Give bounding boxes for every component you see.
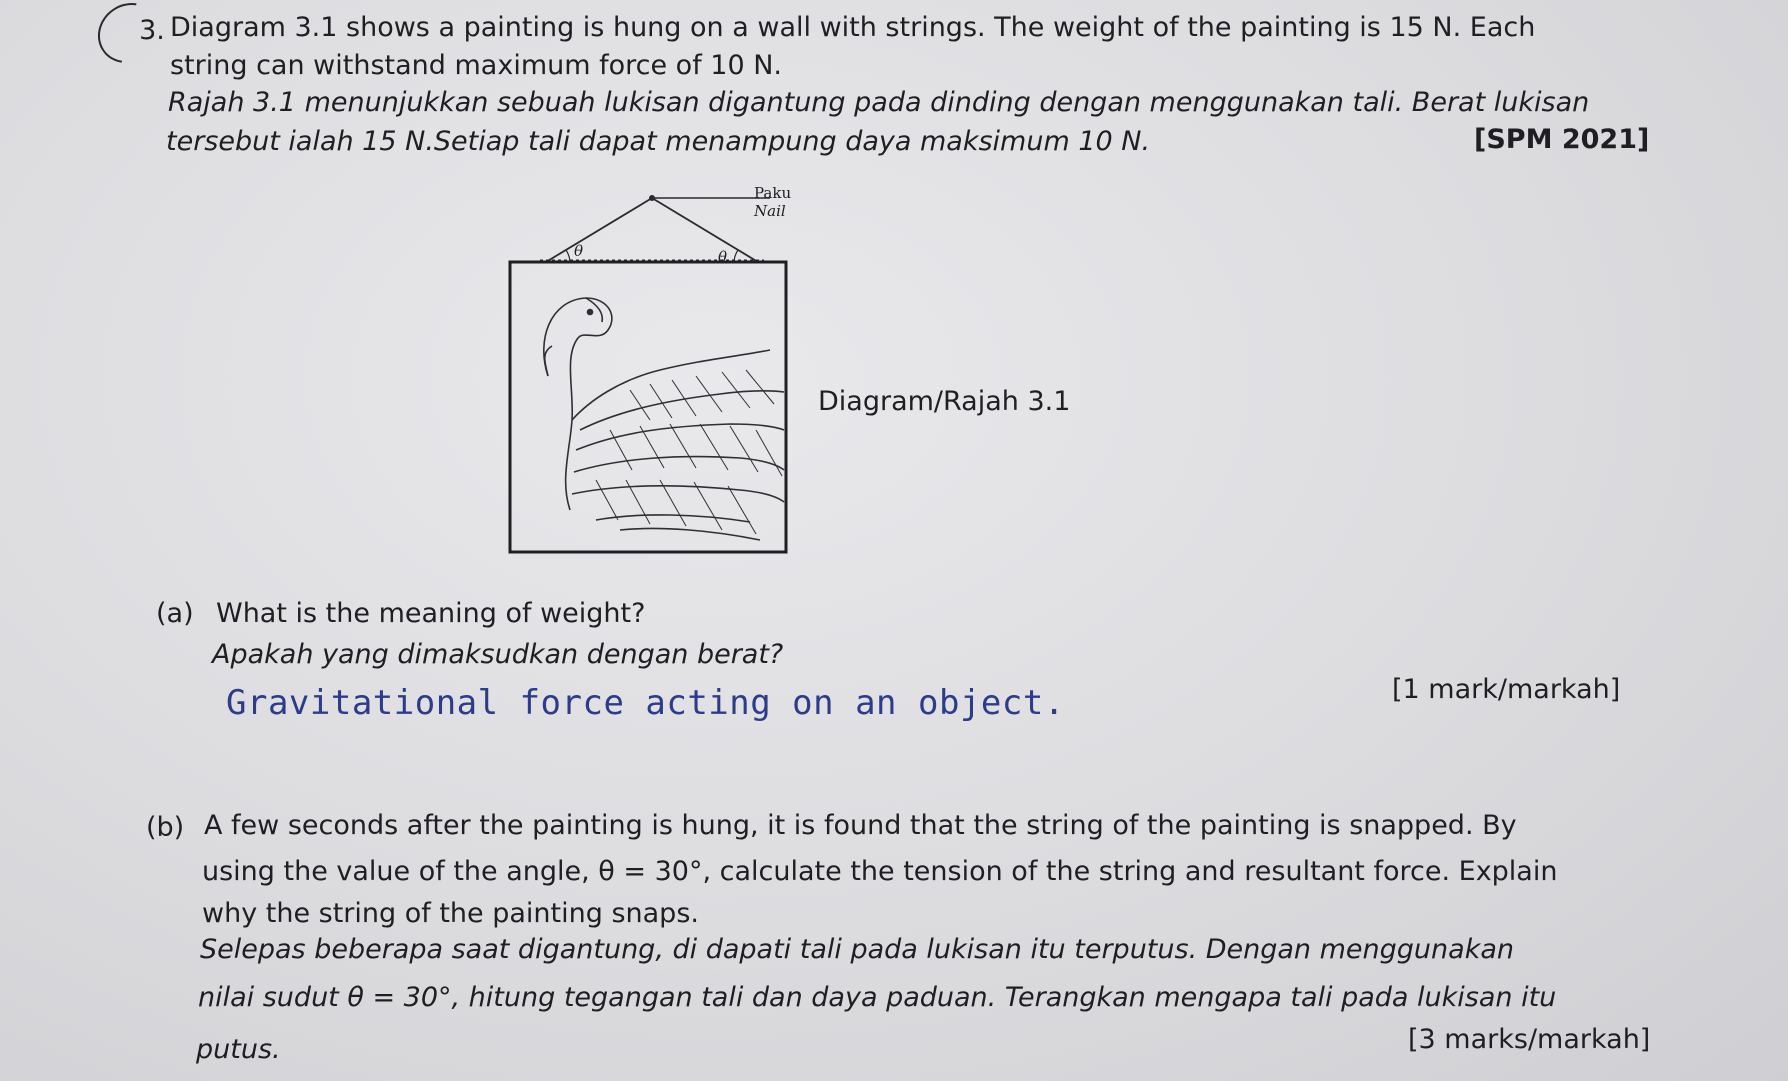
painting-diagram — [500, 180, 800, 560]
left-string — [546, 198, 652, 262]
part-a-marks: [1 mark/markah] — [1392, 674, 1621, 705]
part-b-ms-line-1: Selepas beberapa saat digantung, di dapati tali pada lukisan itu terputus. Dengan menggunakan — [200, 934, 1514, 965]
intro-en-line-2: string can withstand maximum force of 10 N. — [170, 50, 783, 81]
intro-ms-line-2: tersebut ialah 15 N.Setiap tali dapat menampung daya maksimum 10 N. — [166, 126, 1151, 157]
nail-label-en: Nail — [754, 202, 786, 220]
angle-label-left: θ — [574, 242, 584, 260]
part-b-label: (b) — [146, 812, 185, 843]
part-b-en-line-3: why the string of the painting snaps. — [202, 898, 699, 929]
part-a-question-ms: Apakah yang dimaksudkan dengan berat? — [212, 639, 784, 670]
part-b-en-line-1: A few seconds after the painting is hung, it is found that the string of the painting is snapped. By — [204, 810, 1517, 841]
intro-ms-line-1: Rajah 3.1 menunjukkan sebuah lukisan digantung pada dinding dengan menggunakan tali. Berat lukisan — [168, 87, 1590, 118]
part-b-ms-line-2: nilai sudut θ = 30°, hitung tegangan tali dan daya paduan. Terangkan mengapa tali pada lukisan itu — [198, 982, 1557, 1013]
nail-label-ms: Paku — [754, 184, 792, 202]
question-number: 3. — [139, 15, 165, 46]
right-string — [652, 198, 758, 262]
flamingo-sketch — [544, 298, 784, 540]
part-b-en-line-2: using the value of the angle, θ = 30°, calculate the tension of the string and resultant force. Explain — [202, 856, 1558, 887]
part-a-question-en: What is the meaning of weight? — [216, 598, 646, 629]
part-b-ms-line-3: putus. — [196, 1034, 281, 1065]
part-b-marks: [3 marks/markah] — [1408, 1024, 1651, 1055]
intro-en-line-1: Diagram 3.1 shows a painting is hung on a wall with strings. The weight of the painting is 15 N. Each — [170, 12, 1536, 43]
part-a-handwritten-answer: Gravitational force acting on an object. — [226, 683, 1065, 723]
part-a-label: (a) — [156, 598, 194, 629]
diagram-caption: Diagram/Rajah 3.1 — [818, 386, 1071, 417]
angle-label-right: θ — [718, 248, 728, 266]
source-tag: [SPM 2021] — [1474, 124, 1650, 155]
